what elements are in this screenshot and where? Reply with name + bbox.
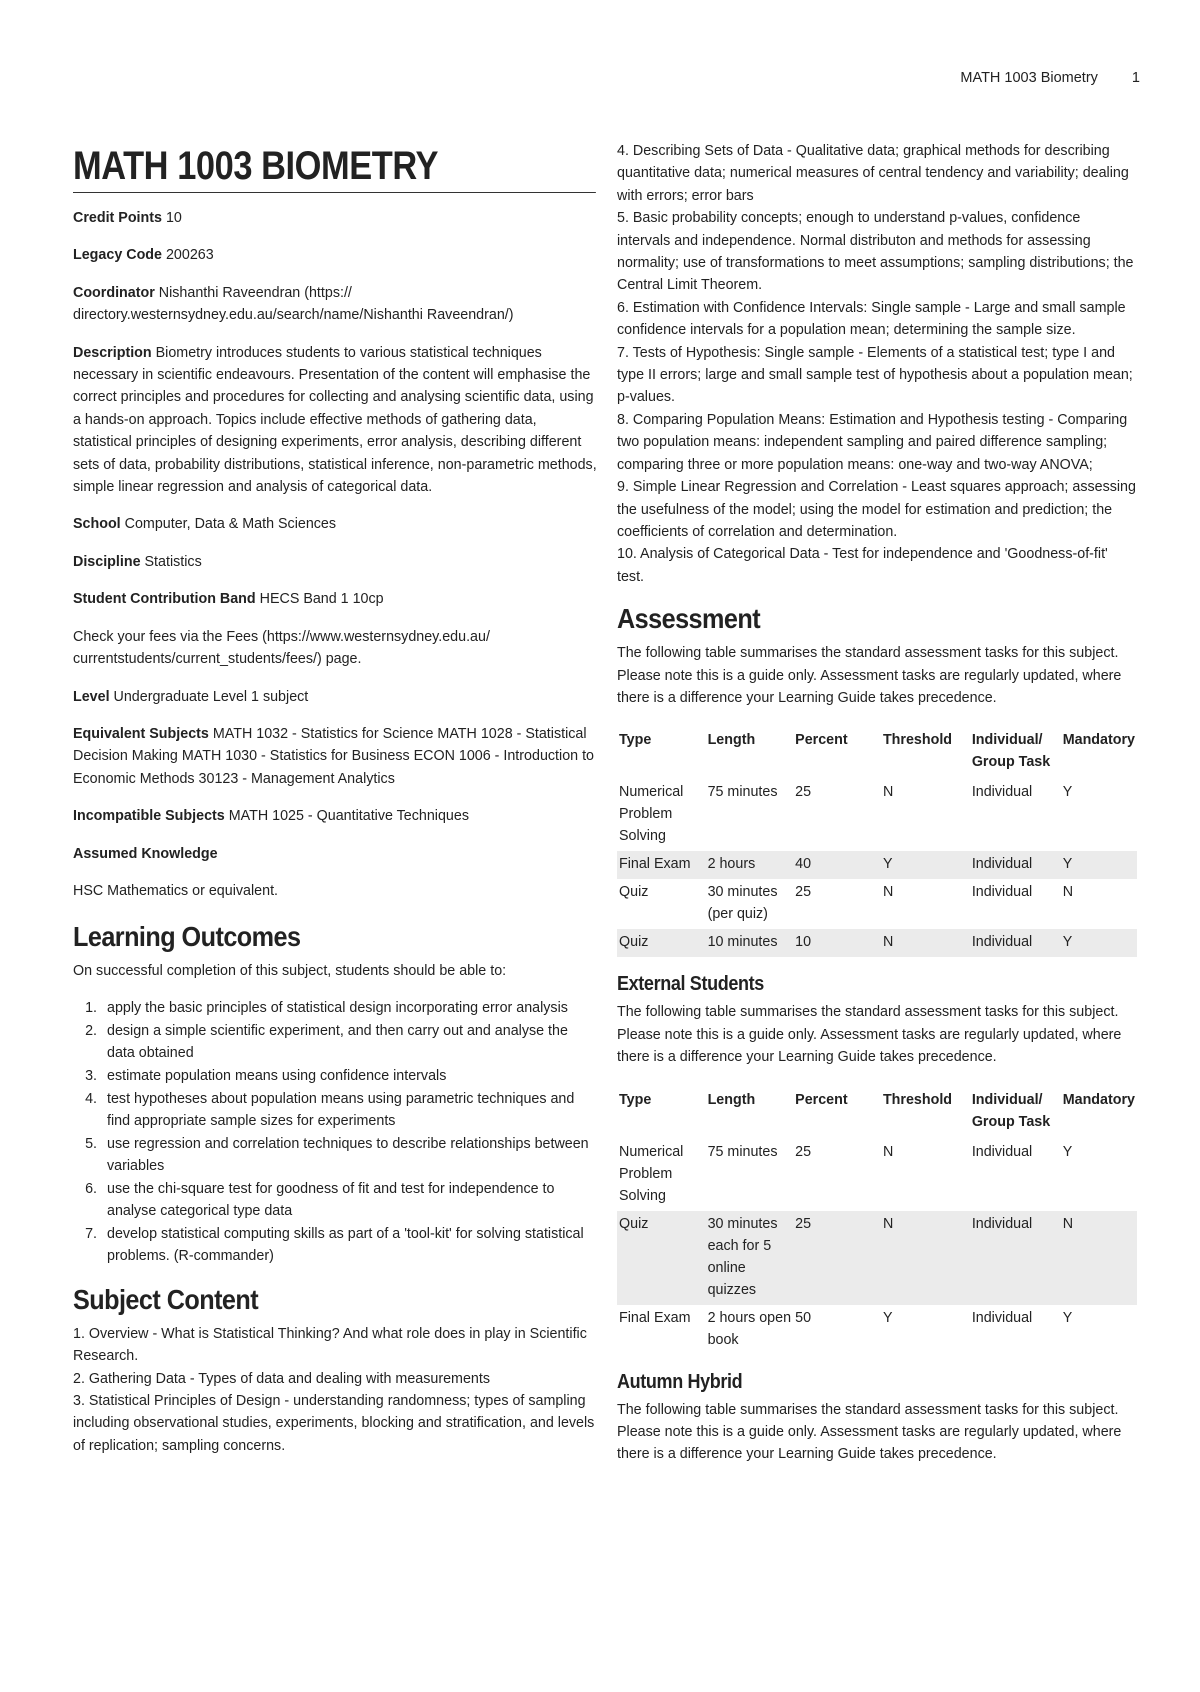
content-item: 4. Describing Sets of Data - Qualitative data; graphical methods for describing quantitative data; numerical measures of central tendency and variability; dealing with errors; error bars (617, 143, 1129, 204)
table-cell: 25 (795, 784, 812, 801)
credit-points-field (73, 207, 597, 229)
table-cell: Y (1062, 1309, 1073, 1326)
table-cell: 30 minutes each for 5 online quizzes (706, 1211, 794, 1305)
column-header: Individual/ Group Task (971, 732, 1051, 771)
field-label: Incompatible Subjects (73, 808, 225, 825)
table-row (617, 1139, 1137, 1211)
field-label: Description (73, 344, 152, 361)
list-item: 1. apply the basic principles of statistical design incorporating error analysis (101, 997, 597, 1019)
table-cell: Y (881, 851, 970, 879)
page-title: MATH 1003 BIOMETRY (73, 144, 596, 193)
table-cell: Y (882, 1309, 893, 1326)
coordinator-link[interactable]: Nishanthi Raveendran (https:// directory.westernsydney.edu.au/search/name/Nishanthi Raveendran/) (73, 284, 514, 324)
column-header: Threshold (882, 732, 953, 749)
description-field (73, 342, 597, 499)
table-cell: Y (1061, 929, 1137, 957)
legacy-code-field (73, 244, 597, 266)
table-cell: Individual (971, 784, 1033, 801)
table-cell: Individual (971, 884, 1033, 901)
assessment-table (617, 725, 1137, 957)
column-header: Type (619, 1091, 652, 1108)
table-cell: Final Exam (617, 851, 706, 879)
field-value: HECS Band 1 10cp (255, 591, 384, 608)
level-field (73, 686, 597, 708)
table-cell: Final Exam (619, 1309, 691, 1326)
list-item: 7. develop statistical computing skills as part of a 'tool-kit' for solving statistical problems. (R-commander) (101, 1223, 597, 1267)
table-row (617, 929, 1137, 957)
column-header: Individual/ Group Task (971, 1091, 1051, 1130)
discipline-field (73, 551, 597, 573)
learning-outcomes-heading: Learning Outcomes (73, 921, 301, 953)
table-cell: N (1062, 884, 1074, 901)
content-item: 3. Statistical Principles of Design - understanding randomness; types of sampling including observational studies, experiments, blocking and stratification, and levels of replication; sampling concerns. (73, 1392, 595, 1454)
external-students-intro: The following table summarises the standard assessment tasks for this subject. Please note this is a guide only. Assessment tasks are regularly updated, where there is a difference your Learning Guide takes precedence. (617, 1004, 1122, 1066)
table-cell: Individual (970, 929, 1061, 957)
running-header (960, 70, 1140, 86)
table-cell: Numerical Problem Solving (619, 784, 684, 845)
field-label: Discipline (73, 553, 141, 570)
fees-note[interactable]: Check your fees via the Fees (https://www.westernsydney.edu.au/ currentstudents/current_students/fees/) page. (73, 628, 490, 668)
table-cell: N (882, 784, 894, 801)
field-value: MATH 1025 - Quantitative Techniques (224, 808, 469, 825)
external-students-table (617, 1085, 1137, 1355)
autumn-hybrid-heading: Autumn Hybrid (617, 1370, 743, 1393)
school-field (73, 513, 597, 535)
field-value: Undergraduate Level 1 subject (109, 688, 309, 705)
list-item: 3. estimate population means using confidence intervals (101, 1065, 597, 1087)
incompatible-subjects-field (73, 805, 597, 827)
content-item: 10. Analysis of Categorical Data - Test for independence and 'Goodness-of-fit' test. (617, 546, 1108, 585)
content-item: 7. Tests of Hypothesis: Single sample - Elements of a statistical test; type I and type II errors; large and small sample test of hypothesis about a population mean; p-values. (617, 344, 1133, 406)
table-cell: 10 (793, 929, 881, 957)
external-students-heading: External Students (617, 973, 764, 996)
field-label: Student Contribution Band (73, 591, 256, 608)
column-header: Length (707, 1091, 756, 1108)
list-item: 4. test hypotheses about population means using parametric techniques and find appropriate sample sizes for experiments (101, 1088, 597, 1132)
table-cell: Quiz (617, 1211, 706, 1305)
content-item: 6. Estimation with Confidence Intervals: Single sample - Large and small sample confidence intervals for a population mean; determining the sample size. (617, 299, 1126, 339)
column-header: Mandatory (1062, 732, 1135, 749)
table-cell: 25 (795, 884, 812, 901)
right-column (617, 140, 1137, 1466)
table-cell: Y (1062, 1143, 1073, 1160)
equivalent-subjects-field (73, 723, 597, 790)
table-cell: N (881, 1211, 970, 1305)
column-header: Type (619, 732, 652, 749)
assessment-heading: Assessment (617, 603, 761, 635)
table-header-row (617, 1085, 1137, 1139)
field-label: Level (73, 688, 110, 705)
assessment-intro: The following table summarises the standard assessment tasks for this subject. Please note this is a guide only. Assessment tasks are regularly updated, where there is a difference your Learning Guide takes precedence. (617, 645, 1122, 706)
field-label: Assumed Knowledge (73, 845, 218, 862)
list-item: 6. use the chi-square test for goodness of fit and test for independence to analyse categorical type data (101, 1178, 597, 1222)
table-cell: 75 minutes (707, 1143, 778, 1160)
table-header-row (617, 725, 1137, 779)
table-row (617, 879, 1137, 929)
page-number: 1 (1131, 70, 1140, 86)
autumn-hybrid-intro: The following table summarises the standard assessment tasks for this subject. Please note this is a guide only. Assessment tasks are regularly updated, where there is a difference your Learning Guide takes precedence. (617, 1401, 1122, 1463)
list-item: 5. use regression and correlation techniques to describe relationships between variables (101, 1133, 597, 1177)
field-value: Statistics (140, 553, 202, 570)
column-header: Percent (795, 732, 848, 749)
table-cell: 2 hours (706, 851, 794, 879)
table-cell: 75 minutes (707, 784, 778, 801)
field-value: MATH 1032 - Statistics for Science MATH 1028 - Statistical Decision Making MATH 1030 - Statistics for Business ECON 1006 - Introduction to Economic Methods 30123 - Management Analytics (73, 725, 594, 787)
table-row (617, 1211, 1137, 1305)
table-cell: Y (1062, 784, 1073, 801)
content-item: 5. Basic probability concepts; enough to understand p-values, confidence intervals and independence. Normal distributon and methods for assessing normality; use of transformations to meet assumptions; sampling distributions; the Central Limit Theorem. (617, 210, 1134, 294)
subject-content-heading: Subject Content (73, 1283, 259, 1315)
table-cell: N (882, 1143, 894, 1160)
field-label: School (73, 516, 121, 533)
field-value: Computer, Data & Math Sciences (120, 516, 337, 533)
column-header: Length (707, 732, 756, 749)
assumed-knowledge-label (73, 843, 597, 865)
running-title: MATH 1003 Biometry (960, 70, 1098, 86)
coordinator-field (73, 282, 597, 327)
column-header: Percent (795, 1091, 848, 1108)
learning-outcomes-intro: On successful completion of this subject, students should be able to: (73, 963, 507, 980)
content-item: 1. Overview - What is Statistical Thinking? And what role does in play in Scientific Research. (73, 1325, 587, 1365)
table-cell: Individual (971, 1143, 1033, 1160)
table-cell: 30 minutes (per quiz) (707, 884, 778, 923)
table-cell: Individual (970, 851, 1061, 879)
table-cell: Quiz (617, 929, 706, 957)
table-cell: Numerical Problem Solving (619, 1143, 684, 1204)
table-cell: 10 minutes (706, 929, 794, 957)
field-label: Coordinator (73, 284, 155, 301)
assumed-knowledge-value: HSC Mathematics or equivalent. (73, 882, 279, 899)
table-cell: Individual (970, 1211, 1061, 1305)
table-cell: 25 (795, 1143, 812, 1160)
column-header: Threshold (882, 1091, 953, 1108)
table-cell: 50 (795, 1309, 812, 1326)
field-value: Biometry introduces students to various statistical techniques necessary in scientific endeavours. Presentation of the content will emphasise the correct principles and procedures for collecting and analysing scientific data, using a hands-on approach. Topics include effective methods of gathering data, statistical principles of designing experiments, error analysis, describing different sets of data, probability distributions, statistical inference, non-parametric methods, simple linear regression and analysis of categorical data. (73, 344, 597, 496)
table-row (617, 779, 1137, 851)
table-cell: N (881, 929, 970, 957)
learning-outcomes-list (73, 997, 597, 1267)
table-cell: N (882, 884, 894, 901)
left-column (73, 140, 597, 1457)
table-cell: Quiz (619, 884, 649, 901)
column-header: Mandatory (1062, 1091, 1135, 1108)
field-label: Credit Points (73, 210, 162, 226)
content-item: 9. Simple Linear Regression and Correlation - Least squares approach; assessing the usefulness of the model; using the model for estimation and prediction; the coefficients of correlation and determination. (617, 479, 1136, 540)
field-value: 10 (161, 210, 182, 226)
content-item: 8. Comparing Population Means: Estimation and Hypothesis testing - Comparing two population means: independent sampling and paired difference sampling; comparing three or more population means: one-way and two-way ANOVA; (617, 411, 1128, 473)
table-cell: 2 hours open book (707, 1309, 792, 1348)
table-cell: 40 (793, 851, 881, 879)
table-cell: Individual (971, 1309, 1033, 1326)
table-row (617, 1305, 1137, 1355)
list-item: 2. design a simple scientific experiment, and then carry out and analyse the data obtained (101, 1020, 597, 1064)
content-item: 2. Gathering Data - Types of data and dealing with measurements (73, 1370, 490, 1387)
student-contribution-band-field (73, 588, 597, 610)
field-value: 200263 (162, 247, 214, 264)
table-cell: N (1061, 1211, 1137, 1305)
table-cell: Y (1061, 851, 1137, 879)
table-row (617, 851, 1137, 879)
field-label: Legacy Code (73, 247, 162, 264)
field-label: Equivalent Subjects (73, 725, 209, 742)
table-cell: 25 (793, 1211, 881, 1305)
